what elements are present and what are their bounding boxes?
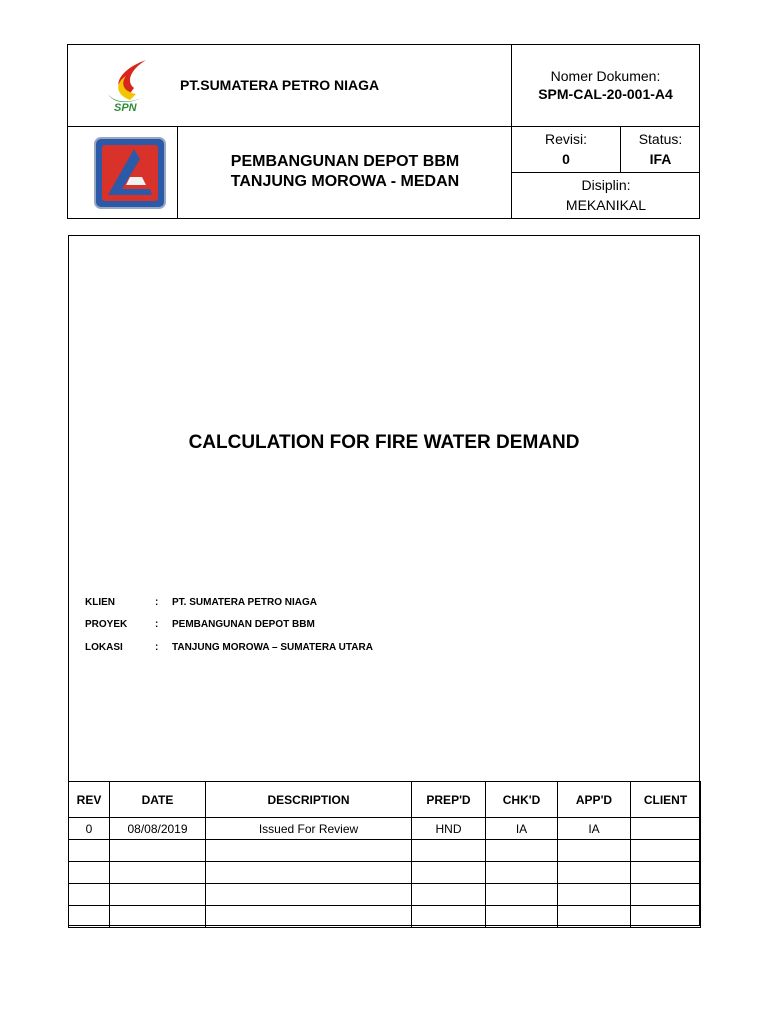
table-cell [69, 884, 110, 906]
column-header-checked: CHK'D [486, 782, 558, 818]
table-cell [206, 884, 412, 906]
table-row [69, 840, 701, 862]
table-cell: 0 [69, 818, 110, 840]
status-label: Status: [638, 131, 683, 147]
discipline-value: MEKANIKAL [565, 197, 647, 213]
revision-table [68, 781, 701, 928]
table-cell [206, 906, 412, 928]
table-row [69, 884, 701, 906]
table-cell [412, 862, 486, 884]
table-cell [631, 862, 701, 884]
table-cell: Issued For Review [206, 818, 412, 840]
table-cell: HND [412, 818, 486, 840]
table-cell [631, 906, 701, 928]
doc-number: SPM-CAL-20-001-A4 [538, 86, 673, 102]
table-cell [69, 840, 110, 862]
table-cell: 08/08/2019 [110, 818, 206, 840]
table-cell [631, 884, 701, 906]
table-cell: IA [486, 818, 558, 840]
column-header-prepared: PREP'D [412, 782, 486, 818]
document-title: CALCULATION FOR FIRE WATER DEMAND [188, 432, 580, 453]
table-cell [558, 862, 631, 884]
column-header-date: DATE [110, 782, 206, 818]
table-cell [412, 884, 486, 906]
column-header-description: DESCRIPTION [206, 782, 412, 818]
company-name: PT.SUMATERA PETRO NIAGA [180, 77, 380, 93]
info-value-location: TANJUNG MOROWA – SUMATERA UTARA [172, 642, 373, 653]
column-header-approved: APP'D [558, 782, 631, 818]
header-divider-horizontal [67, 126, 700, 127]
header-divider-discipline [511, 172, 700, 173]
table-cell [631, 818, 701, 840]
column-header-rev: REV [69, 782, 110, 818]
table-cell [486, 840, 558, 862]
table-cell [110, 884, 206, 906]
discipline-label: Disiplin: [581, 177, 631, 193]
project-title-line-1: PEMBANGUNAN DEPOT BBM [230, 153, 460, 170]
table-cell [110, 862, 206, 884]
revision-label: Revisi: [544, 131, 587, 147]
table-cell [486, 906, 558, 928]
table-header-row [69, 782, 701, 818]
project-title [178, 152, 512, 192]
table-cell [206, 862, 412, 884]
status-value: IFA [649, 151, 672, 167]
table-cell [110, 906, 206, 928]
table-cell [558, 884, 631, 906]
revision-value: 0 [562, 151, 570, 167]
table-cell [412, 906, 486, 928]
info-value-project: PEMBANGUNAN DEPOT BBM [172, 619, 315, 630]
table-row [69, 818, 701, 840]
table-cell [69, 862, 110, 884]
table-row [69, 862, 701, 884]
info-label-client: KLIEN [85, 597, 115, 608]
column-header-client: CLIENT [631, 782, 701, 818]
table-cell [486, 862, 558, 884]
info-sep-project: : [155, 619, 159, 630]
table-cell [69, 906, 110, 928]
info-sep-location: : [155, 642, 159, 653]
table-cell [206, 840, 412, 862]
table-cell [412, 840, 486, 862]
spn-logo-text: SPN [114, 102, 137, 114]
doc-number-label: Nomer Dokumen: [550, 68, 661, 84]
table-cell [110, 840, 206, 862]
project-title-line-2: TANJUNG MOROWA - MEDAN [230, 173, 460, 190]
info-label-project: PROYEK [85, 619, 128, 630]
info-sep-client: : [155, 597, 159, 608]
table-row [69, 906, 701, 928]
spn-logo [100, 58, 160, 120]
table-cell [558, 906, 631, 928]
info-value-client: PT. SUMATERA PETRO NIAGA [172, 597, 318, 608]
table-cell [631, 840, 701, 862]
table-cell [486, 884, 558, 906]
project-emblem [94, 137, 166, 209]
table-cell: IA [558, 818, 631, 840]
table-cell [558, 840, 631, 862]
info-label-location: LOKASI [85, 642, 123, 653]
